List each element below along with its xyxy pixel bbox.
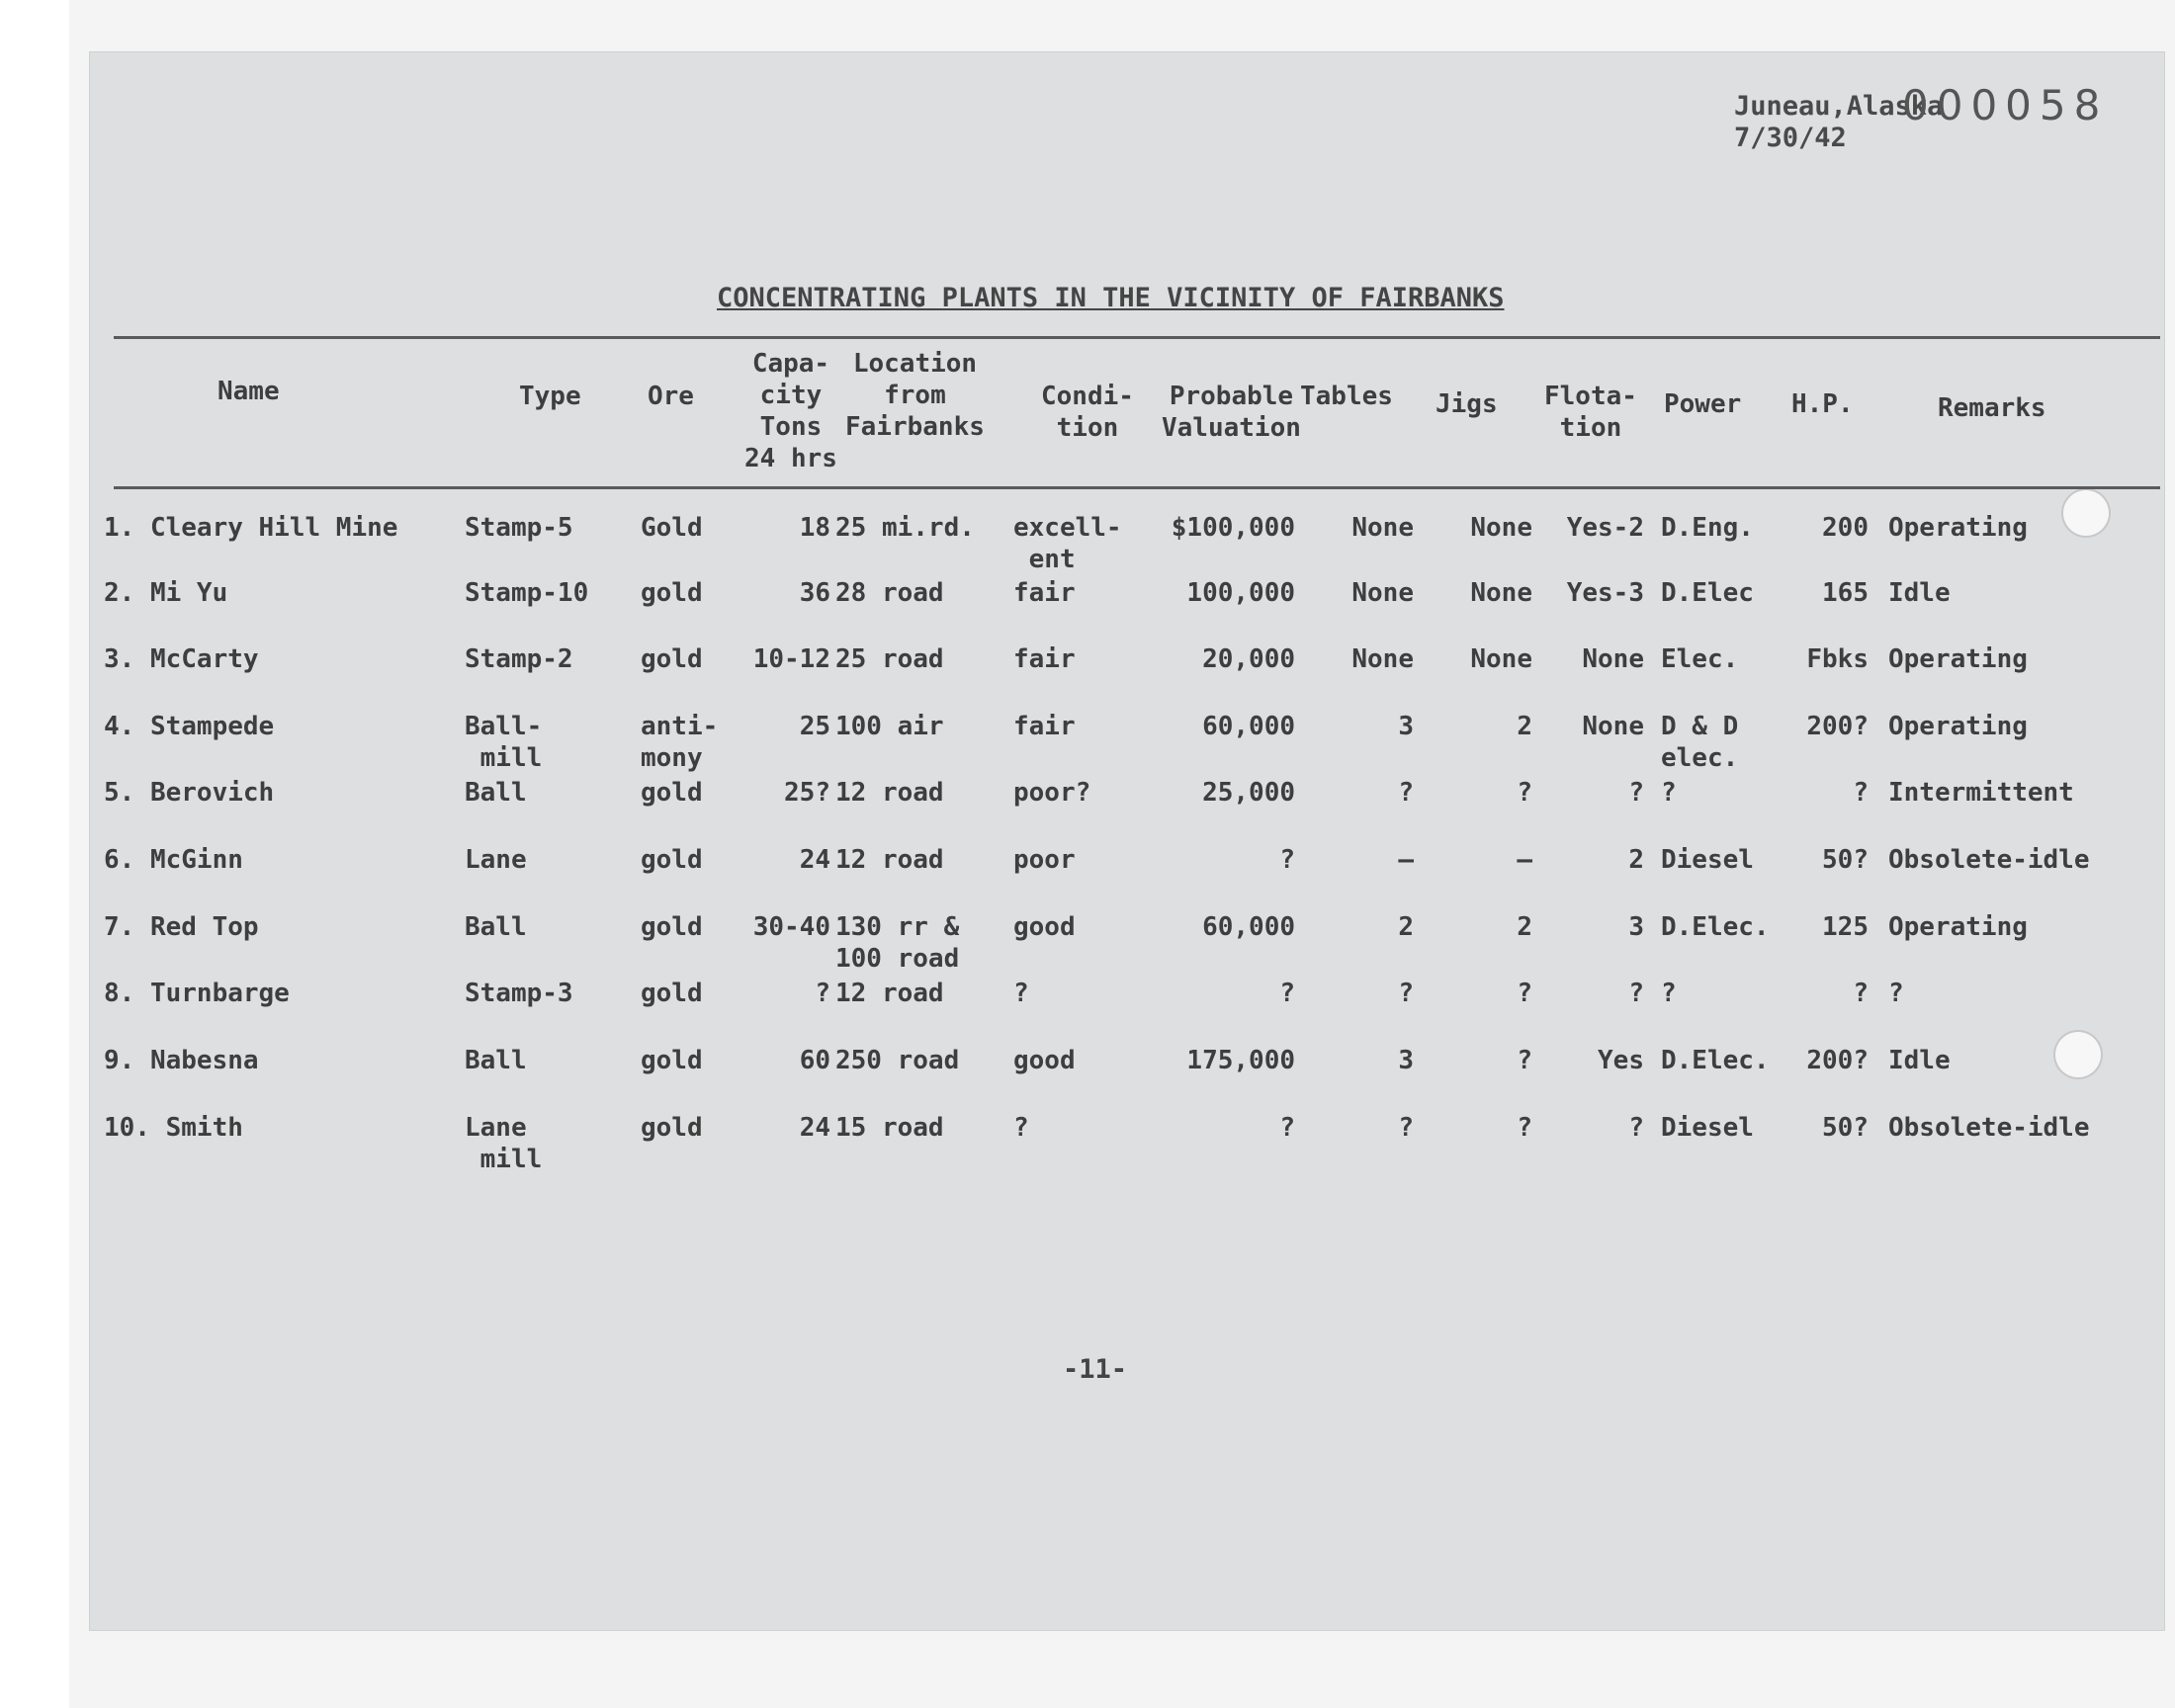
- table-cell-ore: gold: [641, 1046, 703, 1075]
- table-cell-flotation: None: [1582, 644, 1644, 674]
- table-cell-capacity: 30-40: [752, 912, 830, 942]
- column-header-capacity: Capa- city Tons 24 hrs: [744, 349, 837, 473]
- table-cell-valuation: ?: [1279, 979, 1295, 1008]
- table-row-name: 6. McGinn: [104, 845, 243, 875]
- table-cell-condition: fair: [1013, 644, 1076, 674]
- table-cell-type: Ball: [465, 1046, 527, 1075]
- table-cell-tables: ?: [1398, 979, 1414, 1008]
- table-row-name: 10. Smith: [104, 1113, 243, 1143]
- table-cell-flotation: 3: [1628, 912, 1644, 942]
- table-cell-type: Lane: [465, 845, 527, 875]
- table-cell-hp: 200: [1822, 513, 1869, 543]
- table-cell-jigs: None: [1470, 513, 1532, 543]
- table-cell-hp: Fbks: [1806, 644, 1869, 674]
- table-cell-capacity: 18: [799, 513, 830, 543]
- document-title: CONCENTRATING PLANTS IN THE VICINITY OF FAIRBANKS: [717, 283, 1505, 313]
- table-cell-condition: excell- ent: [1013, 513, 1122, 574]
- table-cell-condition: good: [1013, 1046, 1076, 1075]
- table-row-name: 1. Cleary Hill Mine: [104, 513, 398, 543]
- table-cell-condition: fair: [1013, 578, 1076, 608]
- table-cell-capacity: 24: [799, 1113, 830, 1143]
- table-cell-location: 12 road: [835, 778, 944, 808]
- table-cell-location: 130 rr & 100 road: [835, 912, 960, 974]
- stamp-number: 000058: [1902, 81, 2109, 129]
- column-header-name: Name: [218, 377, 280, 406]
- table-cell-location: 28 road: [835, 578, 944, 608]
- table-cell-hp: 200?: [1806, 1046, 1869, 1075]
- table-cell-capacity: 36: [799, 578, 830, 608]
- table-cell-tables: 2: [1398, 912, 1414, 942]
- table-cell-valuation: 100,000: [1186, 578, 1295, 608]
- table-cell-flotation: ?: [1628, 1113, 1644, 1143]
- table-cell-type: Ball- mill: [465, 712, 543, 773]
- table-cell-jigs: ?: [1517, 778, 1532, 808]
- header-location: Juneau,Alaska: [1734, 91, 1944, 122]
- table-cell-location: 250 road: [835, 1046, 960, 1075]
- table-cell-power: D.Eng.: [1661, 513, 1754, 543]
- table-cell-valuation: ?: [1279, 1113, 1295, 1143]
- table-cell-tables: None: [1351, 578, 1414, 608]
- table-cell-ore: gold: [641, 979, 703, 1008]
- scan-margin: [0, 0, 69, 1708]
- table-cell-condition: poor?: [1013, 778, 1091, 808]
- table-cell-capacity: 10-12: [752, 644, 830, 674]
- column-header-ore: Ore: [648, 382, 694, 411]
- table-cell-flotation: None: [1582, 712, 1644, 741]
- table-cell-jigs: ?: [1517, 979, 1532, 1008]
- table-cell-flotation: ?: [1628, 979, 1644, 1008]
- table-cell-valuation: 60,000: [1202, 912, 1295, 942]
- table-cell-condition: ?: [1013, 1113, 1029, 1143]
- table-cell-power: D & D elec.: [1661, 712, 1739, 773]
- table-row-name: 5. Berovich: [104, 778, 275, 808]
- table-cell-jigs: None: [1470, 644, 1532, 674]
- column-header-condition: Condi- tion: [1041, 382, 1134, 443]
- table-cell-type: Stamp-2: [465, 644, 573, 674]
- table-cell-flotation: Yes: [1598, 1046, 1644, 1075]
- table-cell-jigs: 2: [1517, 912, 1532, 942]
- table-cell-capacity: 24: [799, 845, 830, 875]
- table-cell-location: 12 road: [835, 979, 944, 1008]
- table-cell-jigs: 2: [1517, 712, 1532, 741]
- table-cell-location: 100 air: [835, 712, 944, 741]
- table-cell-valuation: ?: [1279, 845, 1295, 875]
- table-cell-tables: –: [1398, 845, 1414, 875]
- table-cell-location: 25 road: [835, 644, 944, 674]
- column-header-tables: Tables: [1300, 382, 1393, 411]
- table-cell-remarks: Operating: [1888, 912, 2028, 942]
- table-cell-remarks: Obsolete-idle: [1888, 845, 2090, 875]
- table-cell-type: Ball: [465, 778, 527, 808]
- column-header-jigs: Jigs: [1436, 389, 1498, 419]
- table-cell-ore: gold: [641, 644, 703, 674]
- table-cell-tables: None: [1351, 644, 1414, 674]
- table-cell-hp: 50?: [1822, 845, 1869, 875]
- table-cell-tables: ?: [1398, 1113, 1414, 1143]
- table-cell-condition: poor: [1013, 845, 1076, 875]
- table-cell-tables: 3: [1398, 1046, 1414, 1075]
- table-cell-remarks: ?: [1888, 979, 1904, 1008]
- table-cell-capacity: 25: [799, 712, 830, 741]
- table-cell-location: 15 road: [835, 1113, 944, 1143]
- table-cell-type: Ball: [465, 912, 527, 942]
- table-cell-remarks: Obsolete-idle: [1888, 1113, 2090, 1143]
- column-header-location: Location from Fairbanks: [845, 349, 985, 442]
- table-cell-hp: 165: [1822, 578, 1869, 608]
- table-cell-jigs: ?: [1517, 1113, 1532, 1143]
- table-cell-type: Stamp-3: [465, 979, 573, 1008]
- table-cell-valuation: 60,000: [1202, 712, 1295, 741]
- table-cell-ore: gold: [641, 912, 703, 942]
- table-cell-tables: 3: [1398, 712, 1414, 741]
- table-cell-power: ?: [1661, 979, 1677, 1008]
- column-header-remarks: Remarks: [1938, 393, 2046, 423]
- table-header-rule: [114, 486, 2160, 489]
- table-cell-flotation: Yes-3: [1566, 578, 1644, 608]
- table-top-rule: [114, 336, 2160, 339]
- table-row-name: 8. Turnbarge: [104, 979, 290, 1008]
- table-cell-valuation: $100,000: [1171, 513, 1295, 543]
- table-cell-flotation: 2: [1628, 845, 1644, 875]
- table-cell-ore: anti- mony: [641, 712, 719, 773]
- table-cell-condition: ?: [1013, 979, 1029, 1008]
- table-cell-flotation: ?: [1628, 778, 1644, 808]
- header-date: 7/30/42: [1734, 123, 1847, 153]
- column-header-power: Power: [1664, 389, 1742, 419]
- table-cell-condition: fair: [1013, 712, 1076, 741]
- table-cell-hp: 125: [1822, 912, 1869, 942]
- table-cell-power: Diesel: [1661, 1113, 1754, 1143]
- table-cell-hp: 50?: [1822, 1113, 1869, 1143]
- table-cell-power: ?: [1661, 778, 1677, 808]
- table-cell-location: 12 road: [835, 845, 944, 875]
- table-row-name: 9. Nabesna: [104, 1046, 259, 1075]
- table-cell-ore: gold: [641, 845, 703, 875]
- table-cell-ore: gold: [641, 578, 703, 608]
- table-cell-condition: good: [1013, 912, 1076, 942]
- table-cell-ore: gold: [641, 778, 703, 808]
- table-cell-flotation: Yes-2: [1566, 513, 1644, 543]
- table-cell-jigs: None: [1470, 578, 1532, 608]
- table-cell-power: Diesel: [1661, 845, 1754, 875]
- column-header-flotation: Flota- tion: [1544, 382, 1637, 443]
- table-cell-tables: ?: [1398, 778, 1414, 808]
- table-cell-remarks: Idle: [1888, 1046, 1951, 1075]
- table-cell-jigs: ?: [1517, 1046, 1532, 1075]
- table-cell-remarks: Intermittent: [1888, 778, 2074, 808]
- table-cell-type: Stamp-10: [465, 578, 589, 608]
- table-cell-capacity: ?: [815, 979, 830, 1008]
- column-header-valuation: Probable Valuation: [1162, 382, 1301, 443]
- table-row-name: 7. Red Top: [104, 912, 259, 942]
- table-cell-remarks: Operating: [1888, 644, 2028, 674]
- table-cell-valuation: 20,000: [1202, 644, 1295, 674]
- table-cell-power: D.Elec.: [1661, 912, 1770, 942]
- table-cell-hp: 200?: [1806, 712, 1869, 741]
- table-cell-jigs: –: [1517, 845, 1532, 875]
- table-cell-capacity: 60: [799, 1046, 830, 1075]
- table-cell-ore: Gold: [641, 513, 703, 543]
- table-cell-ore: gold: [641, 1113, 703, 1143]
- table-row-name: 2. Mi Yu: [104, 578, 228, 608]
- column-header-type: Type: [519, 382, 581, 411]
- table-cell-valuation: 175,000: [1186, 1046, 1295, 1075]
- table-cell-capacity: 25?: [784, 778, 830, 808]
- table-cell-hp: ?: [1853, 778, 1869, 808]
- column-header-hp: H.P.: [1791, 389, 1854, 419]
- table-row-name: 3. McCarty: [104, 644, 259, 674]
- table-cell-power: D.Elec: [1661, 578, 1754, 608]
- page-footer: -11-: [1063, 1354, 1128, 1385]
- table-cell-valuation: 25,000: [1202, 778, 1295, 808]
- table-cell-hp: ?: [1853, 979, 1869, 1008]
- table-cell-type: Stamp-5: [465, 513, 573, 543]
- table-row-name: 4. Stampede: [104, 712, 275, 741]
- table-cell-remarks: Operating: [1888, 712, 2028, 741]
- table-cell-remarks: Idle: [1888, 578, 1951, 608]
- table-cell-power: Elec.: [1661, 644, 1739, 674]
- table-cell-tables: None: [1351, 513, 1414, 543]
- table-cell-location: 25 mi.rd.: [835, 513, 975, 543]
- table-cell-remarks: Operating: [1888, 513, 2028, 543]
- table-cell-power: D.Elec.: [1661, 1046, 1770, 1075]
- table-cell-type: Lane mill: [465, 1113, 543, 1174]
